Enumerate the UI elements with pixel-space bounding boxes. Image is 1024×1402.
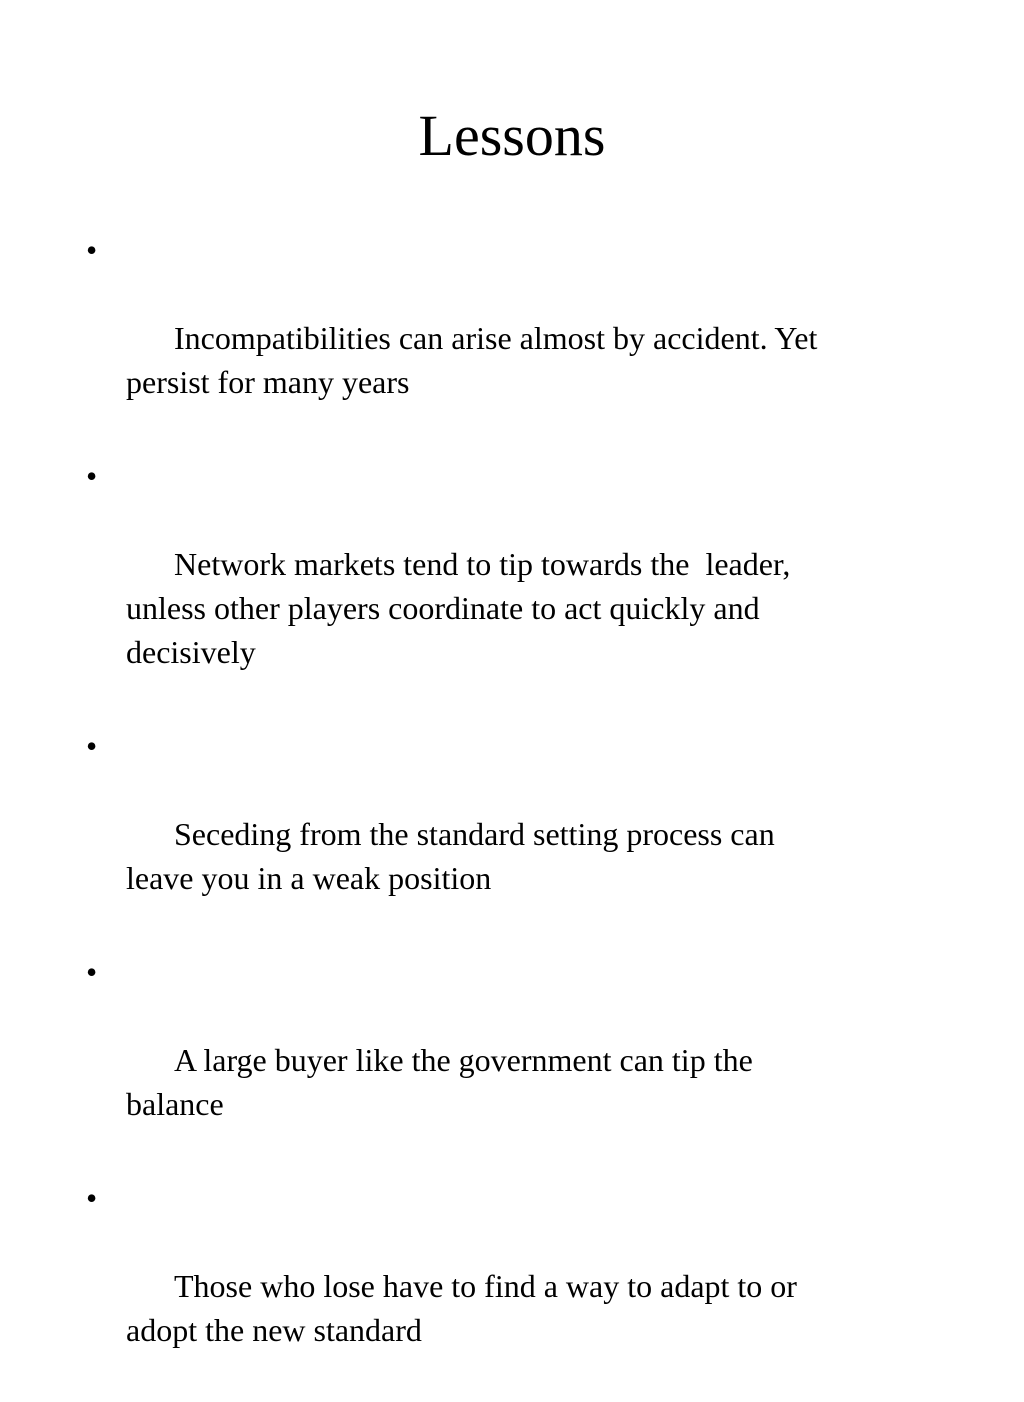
bullet-item-4 bbox=[86, 950, 946, 1170]
bullet-text: A large buyer like the government can tip the balance bbox=[126, 1042, 753, 1122]
bullet-item-1 bbox=[86, 228, 946, 448]
bullet-icon: • bbox=[86, 728, 98, 764]
slide-title: Lessons bbox=[418, 103, 606, 168]
bullet-text: Seceding from the standard setting process can leave you in a weak position bbox=[126, 816, 775, 896]
bullet-icon: • bbox=[86, 458, 98, 494]
bullet-item-3 bbox=[86, 724, 946, 944]
bullet-item-2 bbox=[86, 454, 946, 718]
bullet-icon: • bbox=[86, 1180, 98, 1216]
bullet-item-5 bbox=[86, 1176, 946, 1396]
bullet-icon: • bbox=[86, 232, 98, 268]
bullet-icon: • bbox=[86, 954, 98, 990]
bullet-text: Those who lose have to find a way to adapt to or adopt the new standard bbox=[126, 1268, 797, 1348]
bullet-list bbox=[86, 228, 946, 1402]
bullet-text: Incompatibilities can arise almost by accident. Yet persist for many years bbox=[126, 320, 818, 400]
bullet-text: Network markets tend to tip towards the leader, unless other players coordinate to act quickly and decisively bbox=[126, 546, 791, 670]
